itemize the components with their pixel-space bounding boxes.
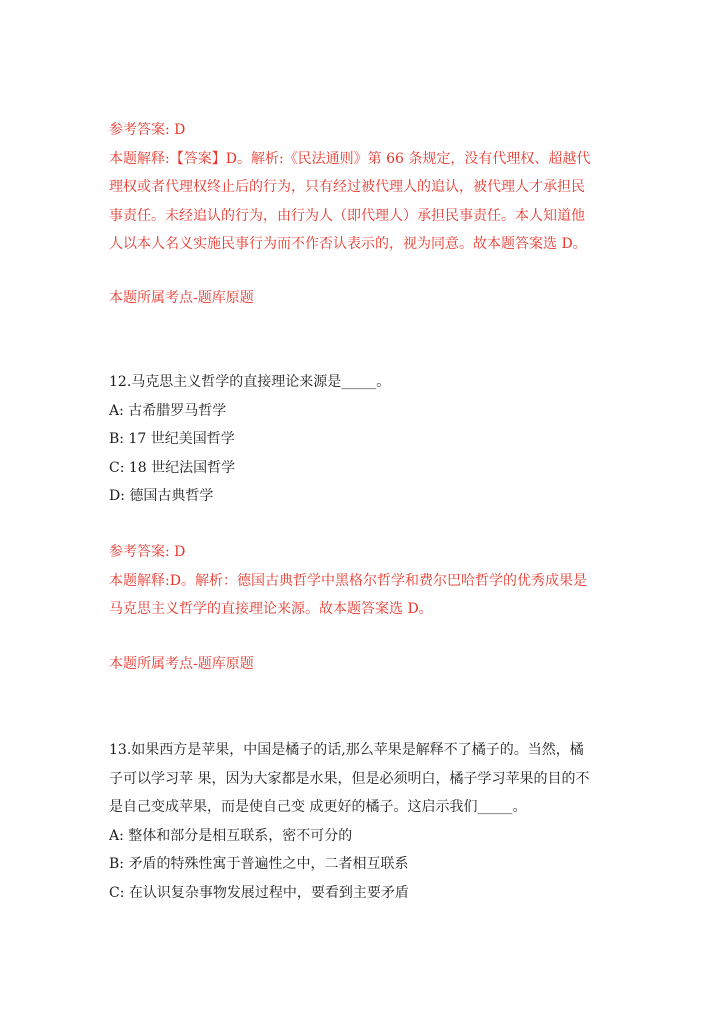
- q12-option-d: D: 德国古典哲学: [109, 488, 214, 504]
- q13-option-a: A: 整体和部分是相互联系，密不可分的: [109, 827, 353, 844]
- q13-question-line: 子可以学习苹 果，因为大家都是水果，但是必须明白，橘子学习苹果的目的不: [109, 770, 590, 787]
- q11-answer: 参考答案: D: [109, 122, 186, 138]
- q11-explanation-line: 理权或者代理权终止后的行为，只有经过被代理人的追认，被代理人才承担民: [109, 179, 585, 195]
- q12-explanation-line: 本题解释:D。解析：德国古典哲学中黑格尔哲学和费尔巴哈哲学的优秀成果是: [109, 572, 587, 589]
- q13-section: [109, 736, 614, 907]
- q12-answer-section: [109, 538, 614, 624]
- q12-section: [109, 368, 614, 511]
- q13-option-c: C: 在认识复杂事物发展过程中，要看到主要矛盾: [109, 884, 409, 901]
- q12-option-c: C: 18 世纪法国哲学: [109, 459, 236, 476]
- q13-question-line: 是自己变成苹果，而是使自己变 成更好的橘子。这启示我们_____。: [109, 799, 527, 815]
- q11-explanation-line: 人以本人名义实施民事行为而不作否认表示的，视为同意。故本题答案选 D。: [109, 236, 587, 252]
- q11-answer-section: [109, 116, 614, 259]
- q12-question: 12.马克思主义哲学的直接理论来源是_____。: [109, 374, 391, 390]
- q12-option-a: A: 古希腊罗马哲学: [109, 402, 227, 419]
- q13-option-b: B: 矛盾的特殊性寓于普遍性之中，二者相互联系: [109, 856, 409, 872]
- q11-explanation-line: 本题解释:【答案】D。解析:《民法通则》第 66 条规定，没有代理权、超越代: [109, 150, 591, 167]
- q13-question-line: 13.如果西方是苹果，中国是橘子的话,那么苹果是解释不了橘子的。当然，橘: [109, 742, 584, 758]
- q11-source: 本题所属考点-题库原题: [109, 290, 254, 306]
- q12-answer: 参考答案: D: [109, 544, 186, 560]
- q11-explanation-line: 事责任。未经追认的行为，由行为人（即代理人）承担民事责任。本人知道他: [109, 207, 585, 224]
- q12-option-b: B: 17 世纪美国哲学: [109, 431, 235, 447]
- q11-source-section: [109, 284, 614, 313]
- q12-source: 本题所属考点-题库原题: [109, 656, 254, 672]
- q12-source-section: [109, 650, 614, 679]
- q12-explanation-line: 马克思主义哲学的直接理论来源。故本题答案选 D。: [109, 601, 433, 617]
